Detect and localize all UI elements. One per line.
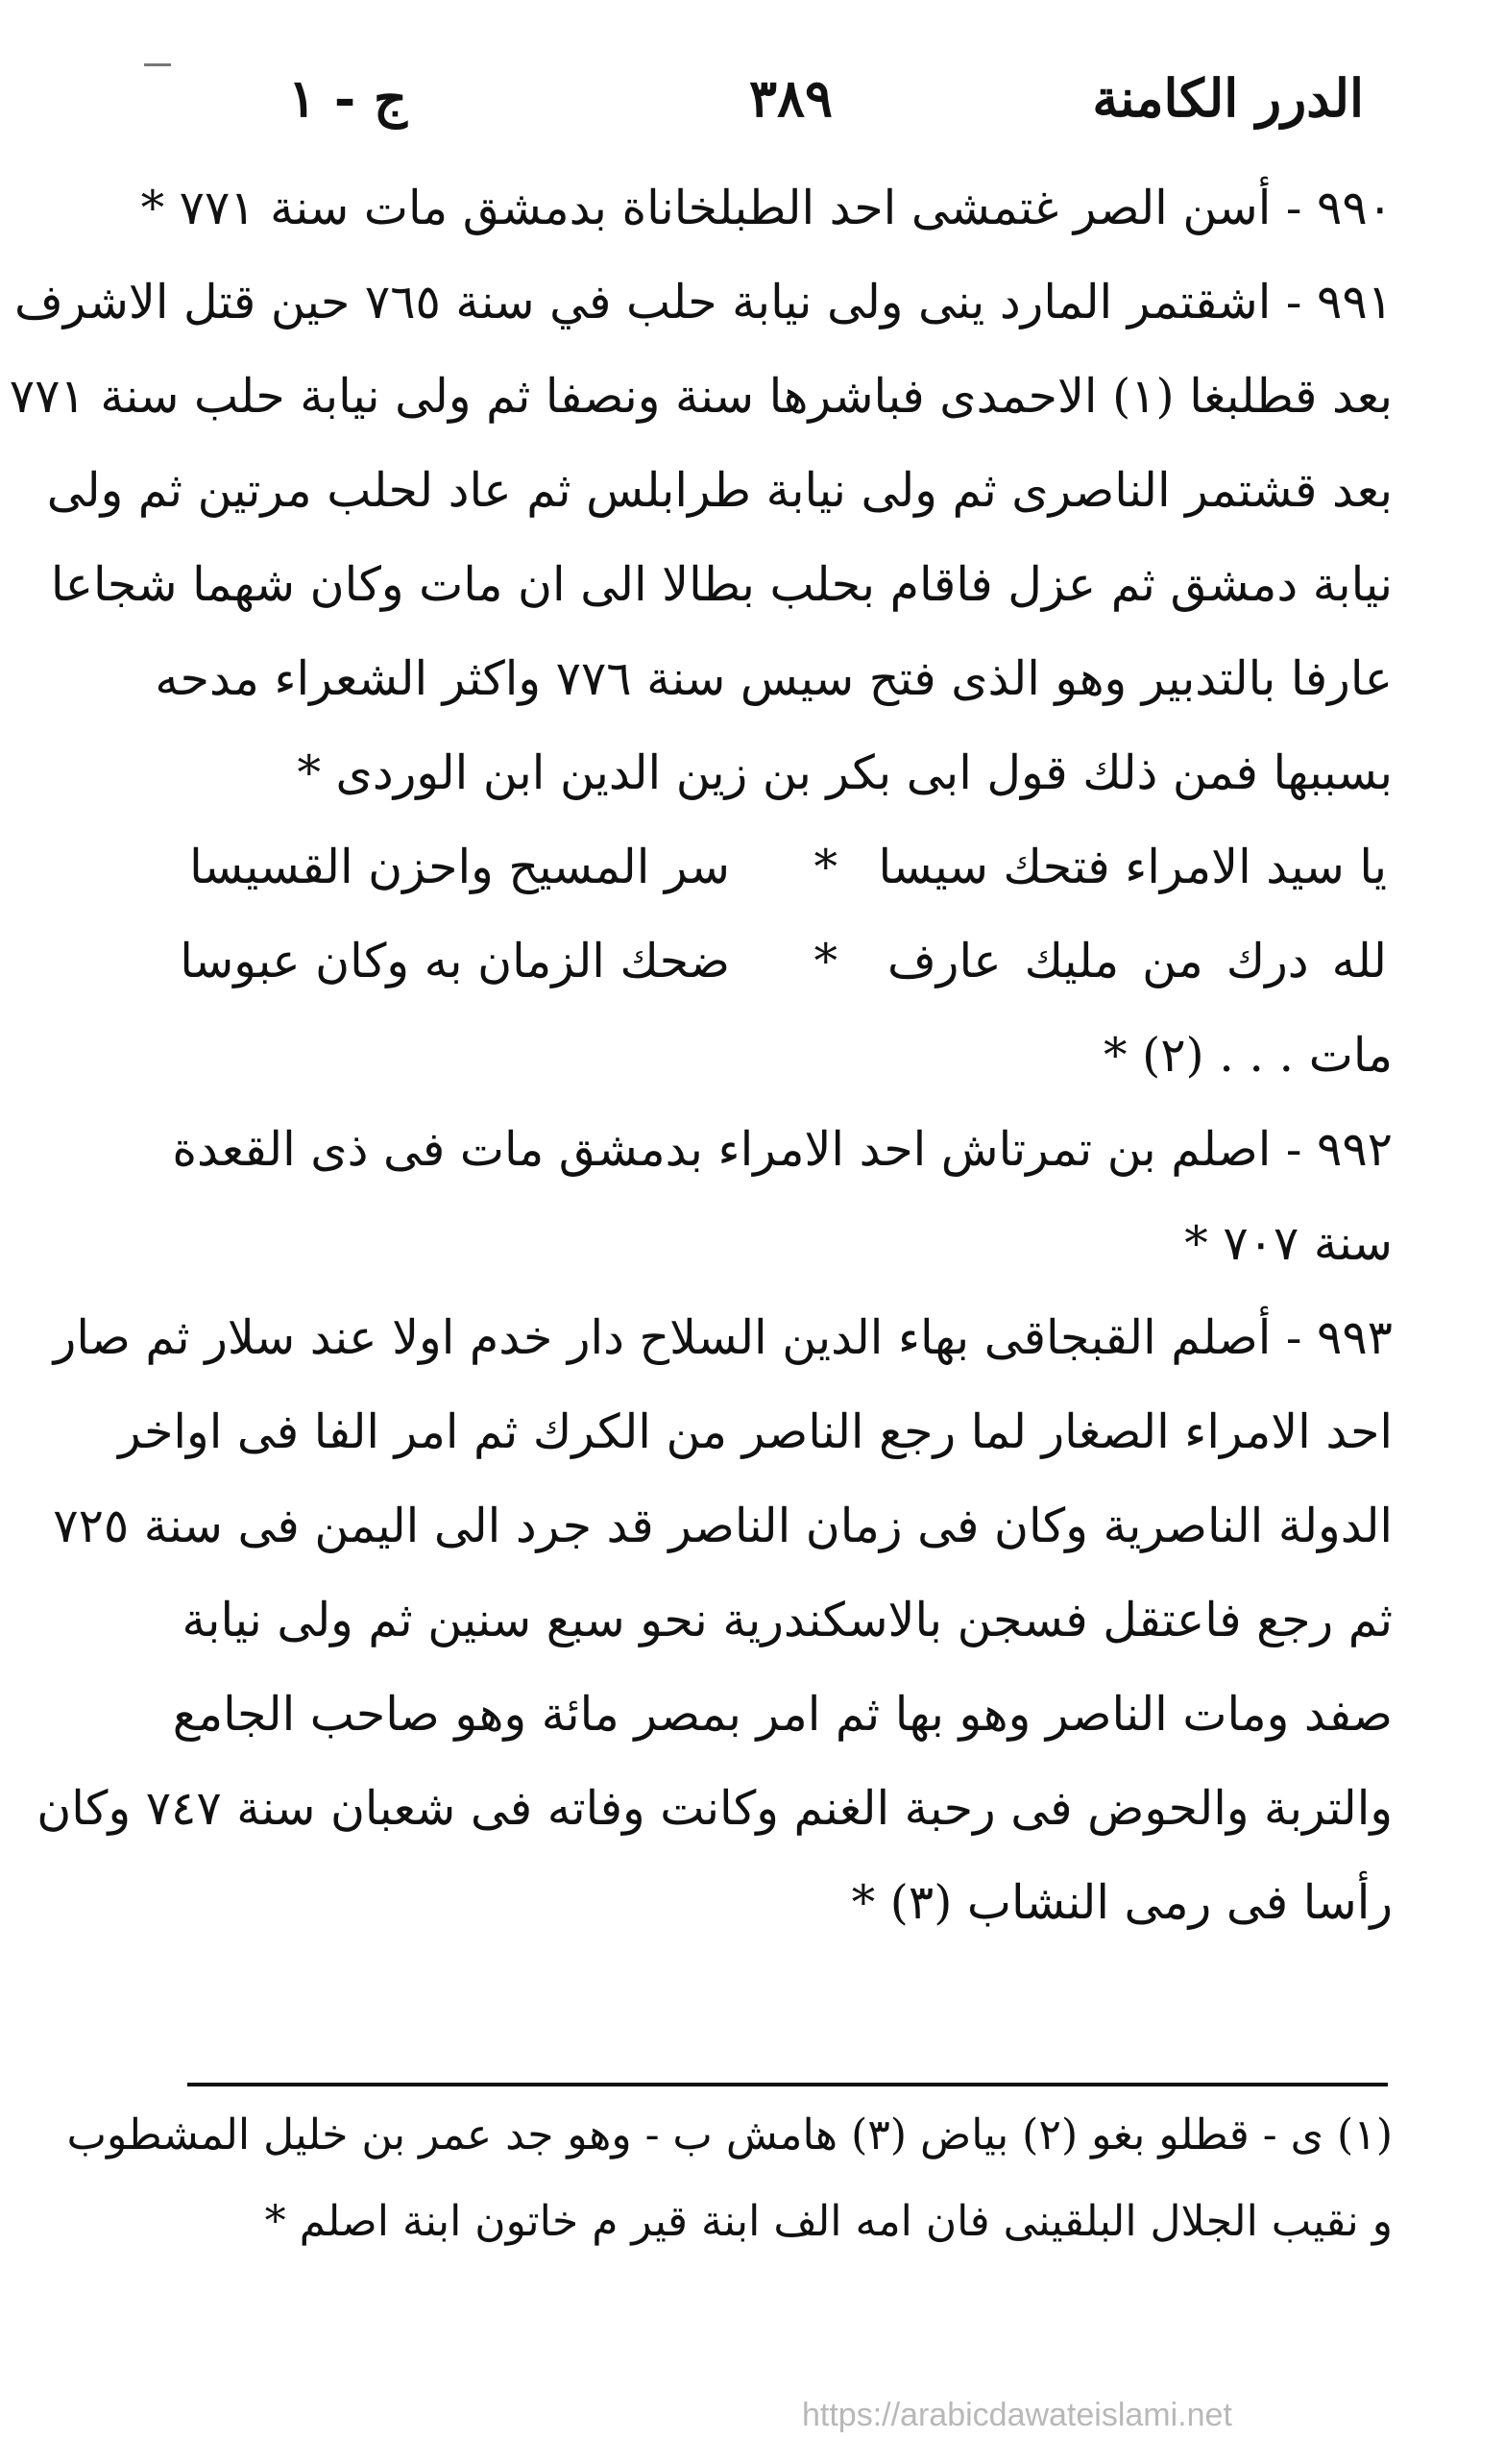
text-line: احد الامراء الصغار لما رجع الناصر من الكرك ثم امر الفا فى اواخر <box>118 1404 1393 1459</box>
verse-separator: * <box>813 840 837 894</box>
text-line: مات . . . (٢) * <box>1104 1028 1393 1083</box>
text-line: سنة ٧٠٧ * <box>1184 1216 1393 1271</box>
footnotes <box>66 2092 1393 2265</box>
verse-second-hemistich: ضحك الزمان به وكان عبوسا <box>180 934 730 988</box>
text-line: نيابة دمشق ثم عزل فاقام بحلب بطالا الى ان مات وكان شهما شجاعا <box>50 557 1393 612</box>
footnote-line: (١) ى - قطلو بغو (٢) بياض (٣) هامش ب - وهو جد عمر بن خليل المشطوب <box>66 2110 1393 2159</box>
footnote-line: و نقيب الجلال البلقينى فان امه الف ابنة قير م خاتون ابنة اصلم * <box>264 2197 1393 2246</box>
volume-label: ج - ١ <box>288 67 407 129</box>
entry-991-line: ٩٩١ - اشقتمر المارد ينى ولى نيابة حلب في سنة ٧٦٥ حين قتل الاشرف <box>14 275 1393 329</box>
footnote-divider <box>187 2083 1388 2086</box>
text-line: بعد قشتمر الناصرى ثم ولى نيابة طرابلس ثم عاد لحلب مرتين ثم ولى <box>46 463 1393 518</box>
verse-second-hemistich: سر المسيح واحزن القسيسا <box>189 840 730 894</box>
text-line: ثم رجع فاعتقل فسجن بالاسكندرية نحو سبع سنين ثم ولى نيابة <box>182 1593 1393 1647</box>
verse-separator: * <box>813 934 837 988</box>
text-line: عارفا بالتدبير وهو الذى فتح سيس سنة ٧٧٦ واكثر الشعراء مدحه <box>155 651 1393 706</box>
scan-mark <box>144 63 171 66</box>
book-title: الدرر الكامنة <box>1092 67 1364 129</box>
watermark-url: https://arabicdawateislami.net <box>802 2397 1232 2433</box>
poem-verse <box>189 820 1393 915</box>
page-number: ٣٨٩ <box>749 67 834 129</box>
entry-990-line: ٩٩٠ - أسن الصر غتمشى احد الطبلخاناة بدمشق مات سنة ٧٧١ * <box>140 181 1393 235</box>
verse-first-hemistich: يا سيد الامراء فتحك سيسا <box>878 840 1387 894</box>
verse-first-hemistich: لله درك من مليك عارف <box>887 934 1387 988</box>
poem-verse <box>180 915 1393 1009</box>
text-line: بعد قطلبغا (١) الاحمدى فباشرها سنة ونصفا ثم ولى نيابة حلب سنة ٧٧١ <box>9 369 1393 424</box>
entry-993-line: ٩٩٣ - أصلم القبجاقى بهاء الدين السلاح دار خدم اولا عند سلار ثم صار <box>53 1310 1393 1365</box>
text-line: صفد ومات الناصر وهو بها ثم امر بمصر مائة وهو صاحب الجامع <box>172 1687 1393 1742</box>
main-text <box>9 161 1393 1950</box>
text-line: والتربة والحوض فى رحبة الغنم وكانت وفاته فى شعبان سنة ٧٤٧ وكان <box>36 1781 1393 1836</box>
running-header <box>288 67 1364 154</box>
text-line: رأسا فى رمى النشاب (٣) * <box>851 1875 1393 1930</box>
text-line: بسببها فمن ذلك قول ابى بكر بن زين الدين ابن الوردى * <box>297 745 1393 800</box>
text-line: الدولة الناصرية وكان فى زمان الناصر قد جرد الى اليمن فى سنة ٧٢٥ <box>53 1499 1393 1553</box>
entry-992-line: ٩٩٢ - اصلم بن تمرتاش احد الامراء بدمشق مات فى ذى القعدة <box>172 1122 1393 1177</box>
